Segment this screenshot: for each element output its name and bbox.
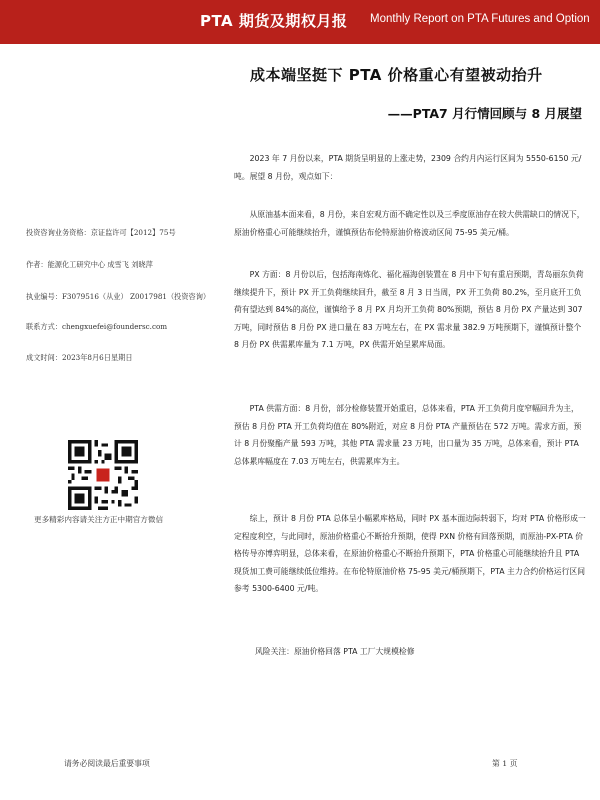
- certificate-info: 执业编号：F3079516（从业） Z0017981（投资咨询）: [26, 292, 211, 301]
- license-info: 投资咨询业务资格：京证监许可【2012】75号: [26, 228, 176, 237]
- report-series-title-cn: PTA 期货及期权月报: [200, 12, 348, 30]
- qr-code-image: [68, 440, 138, 510]
- contact-info: 联系方式：chengxuefei@foundersc.com: [26, 322, 168, 331]
- page-number: 第 1 页: [492, 759, 518, 768]
- qr-caption: 更多精彩内容请关注方正中期官方微信: [34, 515, 164, 524]
- report-series-title-en: Monthly Report on PTA Futures and Option: [370, 13, 590, 25]
- paragraph-px: PX 方面：8 月份以后，包括海南炼化、福化福海创装置在 8 月中下旬有重启预期，青岛丽东负荷继续提升下，预计 PX 开工负荷继续回升，截至 8 月 3 日当周，PX 开工负荷 80.2%，至月底开工负荷有望达到 84%的高位，谨慎给予 8 月 PX 月均开工负荷 80%预期，预估 8 月份 PX 产量达到 307 万吨，同时预估 8 月份 PX 进口量在 83 万吨左右，在 PX 需求量 382.9 万吨预期下，谨慎预计整个 8 月份 PX 供需累库量为 7.1 万吨，PX 供需开始呈累库局面。: [234, 270, 584, 350]
- date-info: 成文时间：2023年8月6日星期日: [26, 353, 133, 362]
- risk-note: 风险关注：原油价格回落 PTA 工厂大规模检修: [255, 647, 415, 656]
- header-banner: [0, 0, 600, 44]
- authors-info: 作者：能源化工研究中心 成雪飞 刘晓萍: [26, 260, 153, 269]
- footer-notice: 请务必阅读最后重要事项: [64, 759, 150, 768]
- report-title: 成本端坚挺下 PTA 价格重心有望被动抬升: [250, 66, 543, 84]
- paragraph-crude-oil: 从原油基本面来看，8 月份，来自宏观方面不确定性以及三季度原油存在较大供需缺口的情况下，原油价格重心可能继续抬升，谨慎预估布伦特原油价格波动区间 75-95 美元/桶。: [234, 210, 585, 237]
- paragraph-summary: 综上，预计 8 月份 PTA 总体呈小幅累库格局，同时 PX 基本面边际转弱下，均对 PTA 价格形成一定程度利空，与此同时，原油价格重心不断抬升预期，使得 PXN 价格有回落预期，而原油-PX-PTA 价格传导亦博弈明显，总体来看，在原油价格重心不断抬升预期下，PTA 价格重心可能继续抬升且 PTA 现货加工费可能继续低位维持。在布伦特原油价格 75-95 美元/桶预期下，PTA 主力合约价格运行区间参考 5300-6400 元/吨。: [234, 514, 586, 594]
- report-subtitle: ——PTA7 月行情回顾与 8 月展望: [387, 106, 582, 121]
- paragraph-overview: 2023 年 7 月份以来，PTA 期货呈明显的上涨走势，2309 合约月内运行区间为 5550-6150 元/吨。展望 8 月份，观点如下：: [234, 154, 582, 181]
- qr-logo-icon: [97, 469, 110, 482]
- paragraph-pta-supply-demand: PTA 供需方面：8 月份，部分检修装置开始重启，总体来看，PTA 开工负荷月度窄幅回升为主，预估 8 月份 PTA 开工负荷均值在 80%附近，对应 8 月份 PTA 产量预估在 572 万吨。需求方面，预计 8 月份聚酯产量 593 万吨，其他 PTA 需求量 23 万吨，出口量为 35 万吨，总体来看，预计 PTA 总体累库幅度在 7.03 万吨左右，供需累库为主。: [234, 404, 582, 466]
